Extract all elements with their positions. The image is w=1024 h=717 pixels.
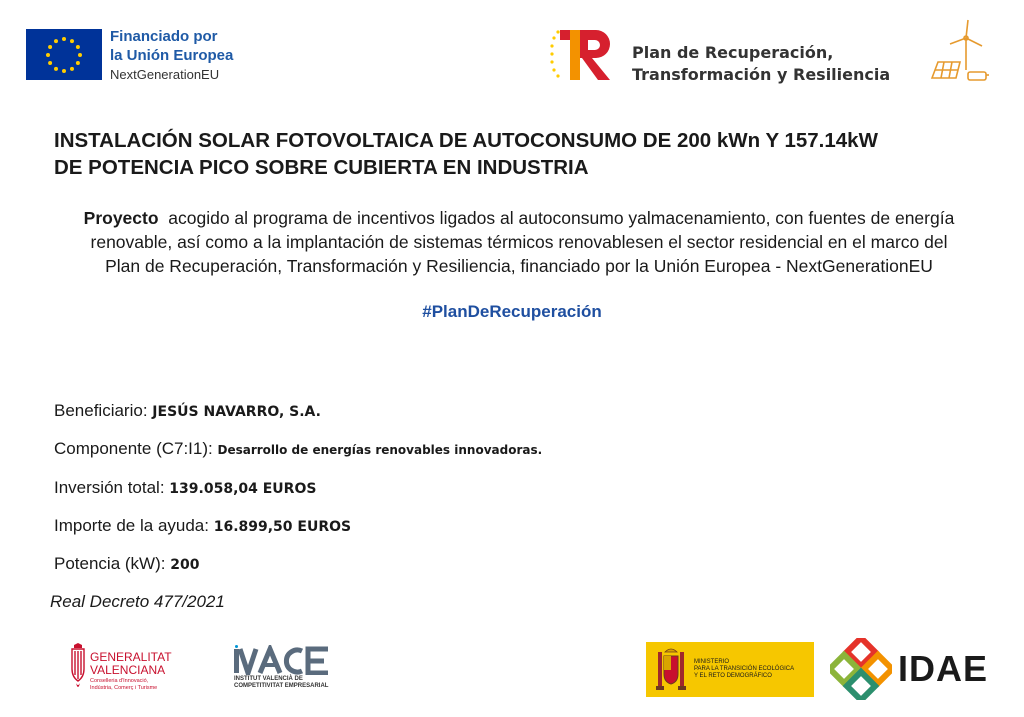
gva-sub-2: Indústria, Comerç i Turisme [90,685,158,691]
prtr-text [632,42,890,86]
project-line-1 [54,206,984,230]
prtr-line-1: Plan de Recuperación, [632,43,834,62]
eu-line-2: la Unión Europea [110,47,234,64]
project-line-3: Plan de Recuperación, Transformación y Resiliencia, financiado por la Unión Europea - NextGenerationEU [105,256,933,276]
ministerio-line-3: Y EL RETO DEMOGRÁFICO [694,673,772,679]
gva-line-2: VALENCIANA [90,663,166,677]
project-description [54,206,984,278]
field-value: 200 [170,557,200,573]
eu-line-3: NextGenerationEU [110,67,220,82]
field-value: 139.058,04 EUROS [169,481,317,497]
field-inversion-total [54,478,316,498]
prtr-line-2: Transformación y Resiliencia [632,65,891,84]
field-value: JESÚS NAVARRO, S.A. [152,404,321,420]
field-value: Desarrollo de energías renovables innovadoras. [217,443,543,457]
project-line-2: renovable, así como a la implantación de sistemas térmicos renovablesen el sector residencial en el marco del [90,232,948,252]
title-line-1: INSTALACIÓN SOLAR FOTOVOLTAICA DE AUTOCONSUMO DE 200 kWn Y 157.14kW [54,129,878,152]
ivace-logo [234,645,330,675]
prtr-logo [548,24,616,84]
field-label: Potencia (kW): [54,554,166,573]
field-beneficiario [54,401,321,421]
idae-logo-icon [830,638,892,700]
eu-line-1: Financiado por [110,28,218,45]
title-line-2: DE POTENCIA PICO SOBRE CUBIERTA EN INDUSTRIA [54,156,589,179]
gva-subtitle [90,678,157,692]
decree-reference: Real Decreto 477/2021 [50,592,225,611]
ministerio-text [694,659,794,680]
field-componente [54,439,542,459]
ministerio-line-2: PARA LA TRANSICIÓN ECOLÓGICA [694,666,795,672]
gva-name [90,651,172,677]
eu-funding-text [110,27,233,84]
project-line-1-text: acogido al programa de incentivos ligados al autoconsumo yalmacenamiento, con fuentes de energía [158,208,955,228]
ivace-sub-1: INSTITUT VALENCIÀ DE [234,676,303,682]
renewable-energy-icon [922,18,994,88]
ivace-sub-2: COMPETITIVITAT EMPRESARIAL [234,683,329,689]
hashtag: #PlanDeRecuperación [422,302,602,321]
ivace-subtitle [234,676,328,690]
gva-sub-1: Conselleria d'Innovació, [90,678,149,684]
field-label: Inversión total: [54,478,165,497]
ministerio-line-1: MINISTERIO [694,659,730,665]
field-label: Beneficiario: [54,401,148,420]
field-label: Importe de la ayuda: [54,516,209,535]
field-label: Componente (C7:I1): [54,439,213,458]
field-importe-ayuda [54,516,351,536]
field-potencia [54,554,199,574]
field-value: 16.899,50 EUROS [213,519,352,535]
page-title [54,127,994,181]
gva-shield-icon [70,643,86,691]
gva-line-1: GENERALITAT [90,650,172,664]
project-lead: Proyecto [83,208,159,228]
idae-wordmark: IDAE [898,648,989,689]
eu-flag-logo [26,29,102,80]
